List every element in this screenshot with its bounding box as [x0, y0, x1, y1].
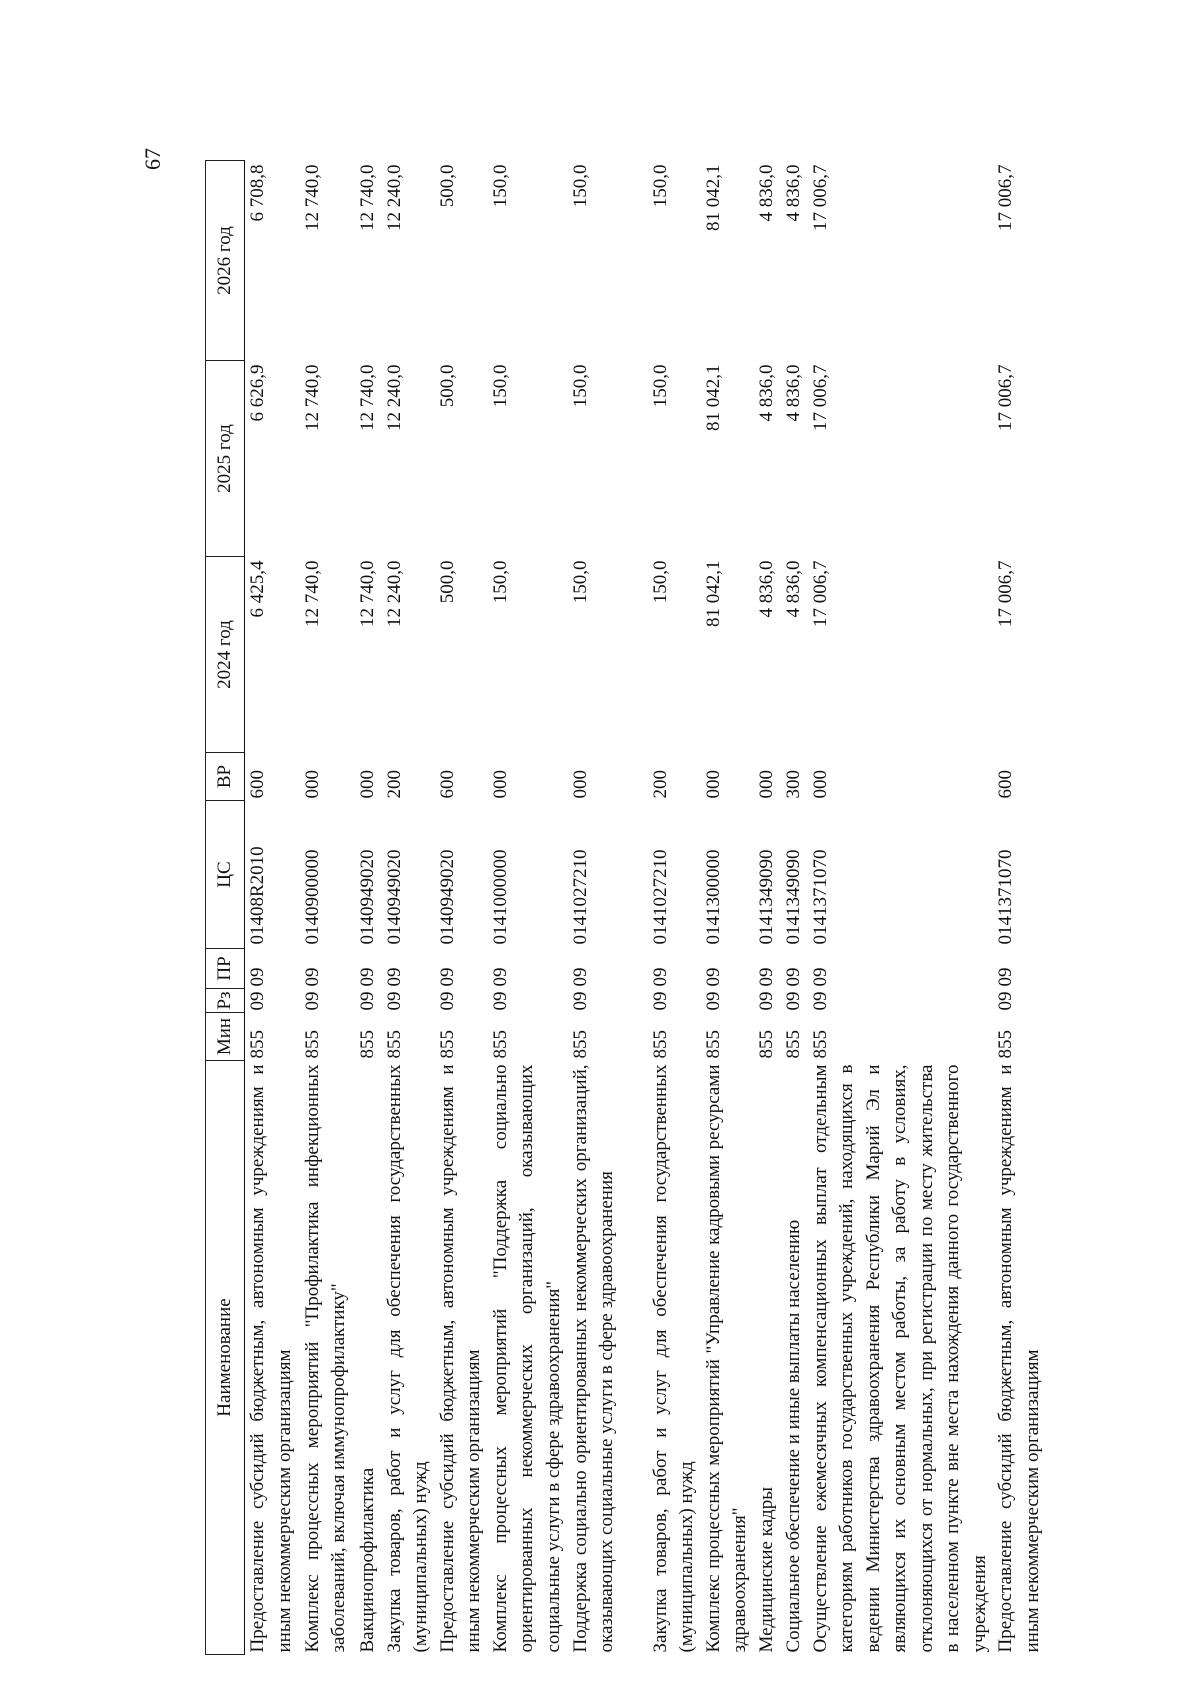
row-2025: 12 740,0: [301, 364, 323, 431]
page-number: 67: [140, 148, 165, 170]
row-vr: 000: [755, 770, 777, 799]
header-min: Мин: [206, 1013, 245, 1061]
row-min: 855: [247, 1030, 268, 1059]
row-rz: 09: [995, 991, 1016, 1011]
row-min: 855: [489, 1030, 511, 1059]
row-2025: 500,0: [436, 364, 458, 408]
row-name: Закупка товаров, работ и услуг для обеспечения государственных (муниципальных) нужд: [383, 1064, 431, 1653]
budget-table: [205, 160, 1048, 1655]
row-pr: 09: [755, 967, 777, 987]
row-min: 855: [356, 1030, 378, 1059]
row-vr: 000: [809, 770, 831, 799]
row-2026: 4 836,0: [755, 164, 777, 222]
row-rz: 09: [301, 991, 323, 1011]
row-pr: 09: [247, 967, 268, 987]
row-2026: 17 006,7: [809, 164, 831, 231]
row-2024: 150,0: [569, 560, 591, 604]
row-cs: 0141349090: [782, 849, 804, 945]
table-row: [355, 161, 382, 1655]
row-rz: 09: [383, 991, 405, 1011]
row-2026: 150,0: [649, 164, 671, 208]
table-row: [435, 161, 488, 1655]
row-2024: 81 042,1: [702, 560, 724, 627]
row-min: 855: [301, 1030, 323, 1059]
row-2024: 12 740,0: [301, 560, 323, 627]
row-2024: 150,0: [489, 560, 511, 604]
row-2025: 4 836,0: [755, 364, 777, 422]
header-vr: ВР: [206, 753, 245, 801]
table-row: [568, 161, 648, 1655]
row-min: 855: [649, 1030, 671, 1059]
row-cs: 0141027210: [649, 849, 671, 945]
table-row: [754, 161, 781, 1655]
row-2024: 500,0: [436, 560, 458, 604]
row-name: Закупка товаров, работ и услуг для обеспечения государственных (муниципальных) нужд: [649, 1064, 697, 1653]
row-pr: 09: [489, 967, 511, 987]
header-rz: Рз: [206, 989, 245, 1013]
row-2024: 17 006,7: [995, 560, 1016, 627]
row-vr: 600: [247, 770, 268, 799]
row-name: Осуществление ежемесячных компенсационных выплат отдельным категориям работников государственных учреждений, находящихся в ведении Министерства здравоохранения Республики Марий Эл и являющихся их основным местом работы, за работу в условиях, отклоняющихся от нормальных, при регистрации по месту жительства в населенном пункте вне места нахождения данного государственного учреждения: [809, 1064, 990, 1653]
row-2026: 12 740,0: [301, 164, 323, 231]
row-name: Комплекс процессных мероприятий "Управление кадровыми ресурсами здравоохранения": [702, 1064, 750, 1653]
row-pr: 09: [383, 967, 405, 987]
row-vr: 000: [569, 770, 591, 799]
table-row: [701, 161, 754, 1655]
row-2025: 81 042,1: [702, 364, 724, 431]
row-min: 855: [383, 1030, 405, 1059]
row-cs: 0140949020: [383, 849, 405, 945]
row-2025: 150,0: [649, 364, 671, 408]
row-name: Комплекс процессных мероприятий "Поддержка социально ориентированных некоммерческих организаций, оказывающих социальные услуги в сфере здравоохранения": [489, 1064, 564, 1653]
row-min: 855: [569, 1030, 591, 1059]
row-2024: 12 240,0: [383, 560, 405, 627]
row-name: Предоставление субсидий бюджетным, автономным учреждениям и иным некоммерческим организациям: [995, 1064, 1043, 1653]
row-rz: 09: [702, 991, 724, 1011]
row-rz: 09: [649, 991, 671, 1011]
row-pr: 09: [782, 967, 804, 987]
row-rz: 09: [569, 991, 591, 1011]
row-2025: 17 006,7: [809, 364, 831, 431]
header-2025: 2025 год: [206, 361, 245, 557]
row-cs: 0141371070: [995, 849, 1016, 945]
row-2025: 150,0: [569, 364, 591, 408]
row-vr: 000: [356, 770, 378, 799]
row-vr: 600: [995, 770, 1016, 799]
table-row: [808, 161, 994, 1655]
header-cs: ЦС: [206, 801, 245, 949]
table-row: [648, 161, 701, 1655]
row-2025: 17 006,7: [995, 364, 1016, 431]
header-2026: 2026 год: [206, 161, 245, 361]
table-row: [245, 161, 300, 1655]
row-cs: 01408R2010: [247, 846, 268, 945]
row-pr: 09: [649, 967, 671, 987]
row-2024: 17 006,7: [809, 560, 831, 627]
row-vr: 600: [436, 770, 458, 799]
row-pr: 09: [702, 967, 724, 987]
row-2026: 6 708,8: [247, 164, 268, 222]
header-2024: 2024 год: [206, 557, 245, 753]
row-min: 855: [436, 1030, 458, 1059]
row-cs: 0141300000: [702, 849, 724, 945]
row-vr: 300: [782, 770, 804, 799]
row-name: Поддержка социально ориентированных некоммерческих организаций, оказывающих социальные услуги в сфере здравоохранения: [569, 1064, 617, 1653]
row-min: 855: [995, 1030, 1016, 1059]
row-2025: 4 836,0: [782, 364, 804, 422]
row-name: Предоставление субсидий бюджетным, автономным учреждениям и иным некоммерческим организациям: [247, 1064, 295, 1653]
rotated-table-wrapper: [205, 161, 1048, 1655]
row-rz: 09: [436, 991, 458, 1011]
table-row: [382, 161, 435, 1655]
row-name: Медицинские кадры: [755, 1487, 777, 1653]
table-row: [488, 161, 568, 1655]
row-pr: 09: [436, 967, 458, 987]
row-cs: 0140949020: [356, 849, 378, 945]
row-pr: 09: [995, 967, 1016, 987]
row-vr: 200: [649, 770, 671, 799]
row-min: 855: [809, 1030, 831, 1059]
row-pr: 09: [809, 967, 831, 987]
row-min: 855: [782, 1030, 804, 1059]
row-name: Комплекс процессных мероприятий "Профилактика инфекционных заболеваний, включая иммунопрофилактику": [301, 1064, 349, 1653]
row-cs: 0141349090: [755, 849, 777, 945]
row-rz: 09: [782, 991, 804, 1011]
row-2026: 150,0: [569, 164, 591, 208]
row-rz: 09: [489, 991, 511, 1011]
row-vr: 000: [489, 770, 511, 799]
row-2024: 6 425,4: [247, 560, 268, 618]
row-2026: 12 240,0: [383, 164, 405, 231]
row-2025: 12 740,0: [356, 364, 378, 431]
row-2024: 4 836,0: [782, 560, 804, 618]
row-2025: 150,0: [489, 364, 511, 408]
row-2026: 500,0: [436, 164, 458, 208]
row-cs: 0141371070: [809, 849, 831, 945]
row-name: Предоставление субсидий бюджетным, автономным учреждениям и иным некоммерческим организациям: [436, 1064, 484, 1653]
row-2025: 6 626,9: [247, 364, 268, 422]
row-cs: 0141000000: [489, 849, 511, 945]
row-vr: 000: [702, 770, 724, 799]
row-rz: 09: [755, 991, 777, 1011]
row-pr: 09: [569, 967, 591, 987]
table-header-row: [206, 161, 245, 1655]
row-vr: 000: [301, 770, 323, 799]
row-2024: 150,0: [649, 560, 671, 604]
row-2026: 17 006,7: [995, 164, 1016, 231]
row-2026: 12 740,0: [356, 164, 378, 231]
table-row: [993, 161, 1048, 1655]
table-row: [781, 161, 808, 1655]
header-pr: ПР: [206, 949, 245, 989]
header-name: Наименование: [206, 1061, 245, 1655]
row-rz: 09: [809, 991, 831, 1011]
row-vr: 200: [383, 770, 405, 799]
row-rz: 09: [247, 991, 268, 1011]
row-pr: 09: [356, 967, 378, 987]
row-2025: 12 240,0: [383, 364, 405, 431]
table-row: [300, 161, 355, 1655]
row-cs: 0140949020: [436, 849, 458, 945]
row-name: Вакцинопрофилактика: [356, 1467, 378, 1653]
row-rz: 09: [356, 991, 378, 1011]
row-2026: 150,0: [489, 164, 511, 208]
row-2024: 4 836,0: [755, 560, 777, 618]
row-min: 855: [755, 1030, 777, 1059]
row-pr: 09: [301, 967, 323, 987]
row-name: Социальное обеспечение и иные выплаты населению: [782, 1219, 804, 1653]
row-2026: 81 042,1: [702, 164, 724, 231]
row-min: 855: [702, 1030, 724, 1059]
row-2026: 4 836,0: [782, 164, 804, 222]
row-2024: 12 740,0: [356, 560, 378, 627]
row-cs: 0141027210: [569, 849, 591, 945]
row-cs: 0140900000: [301, 849, 323, 945]
